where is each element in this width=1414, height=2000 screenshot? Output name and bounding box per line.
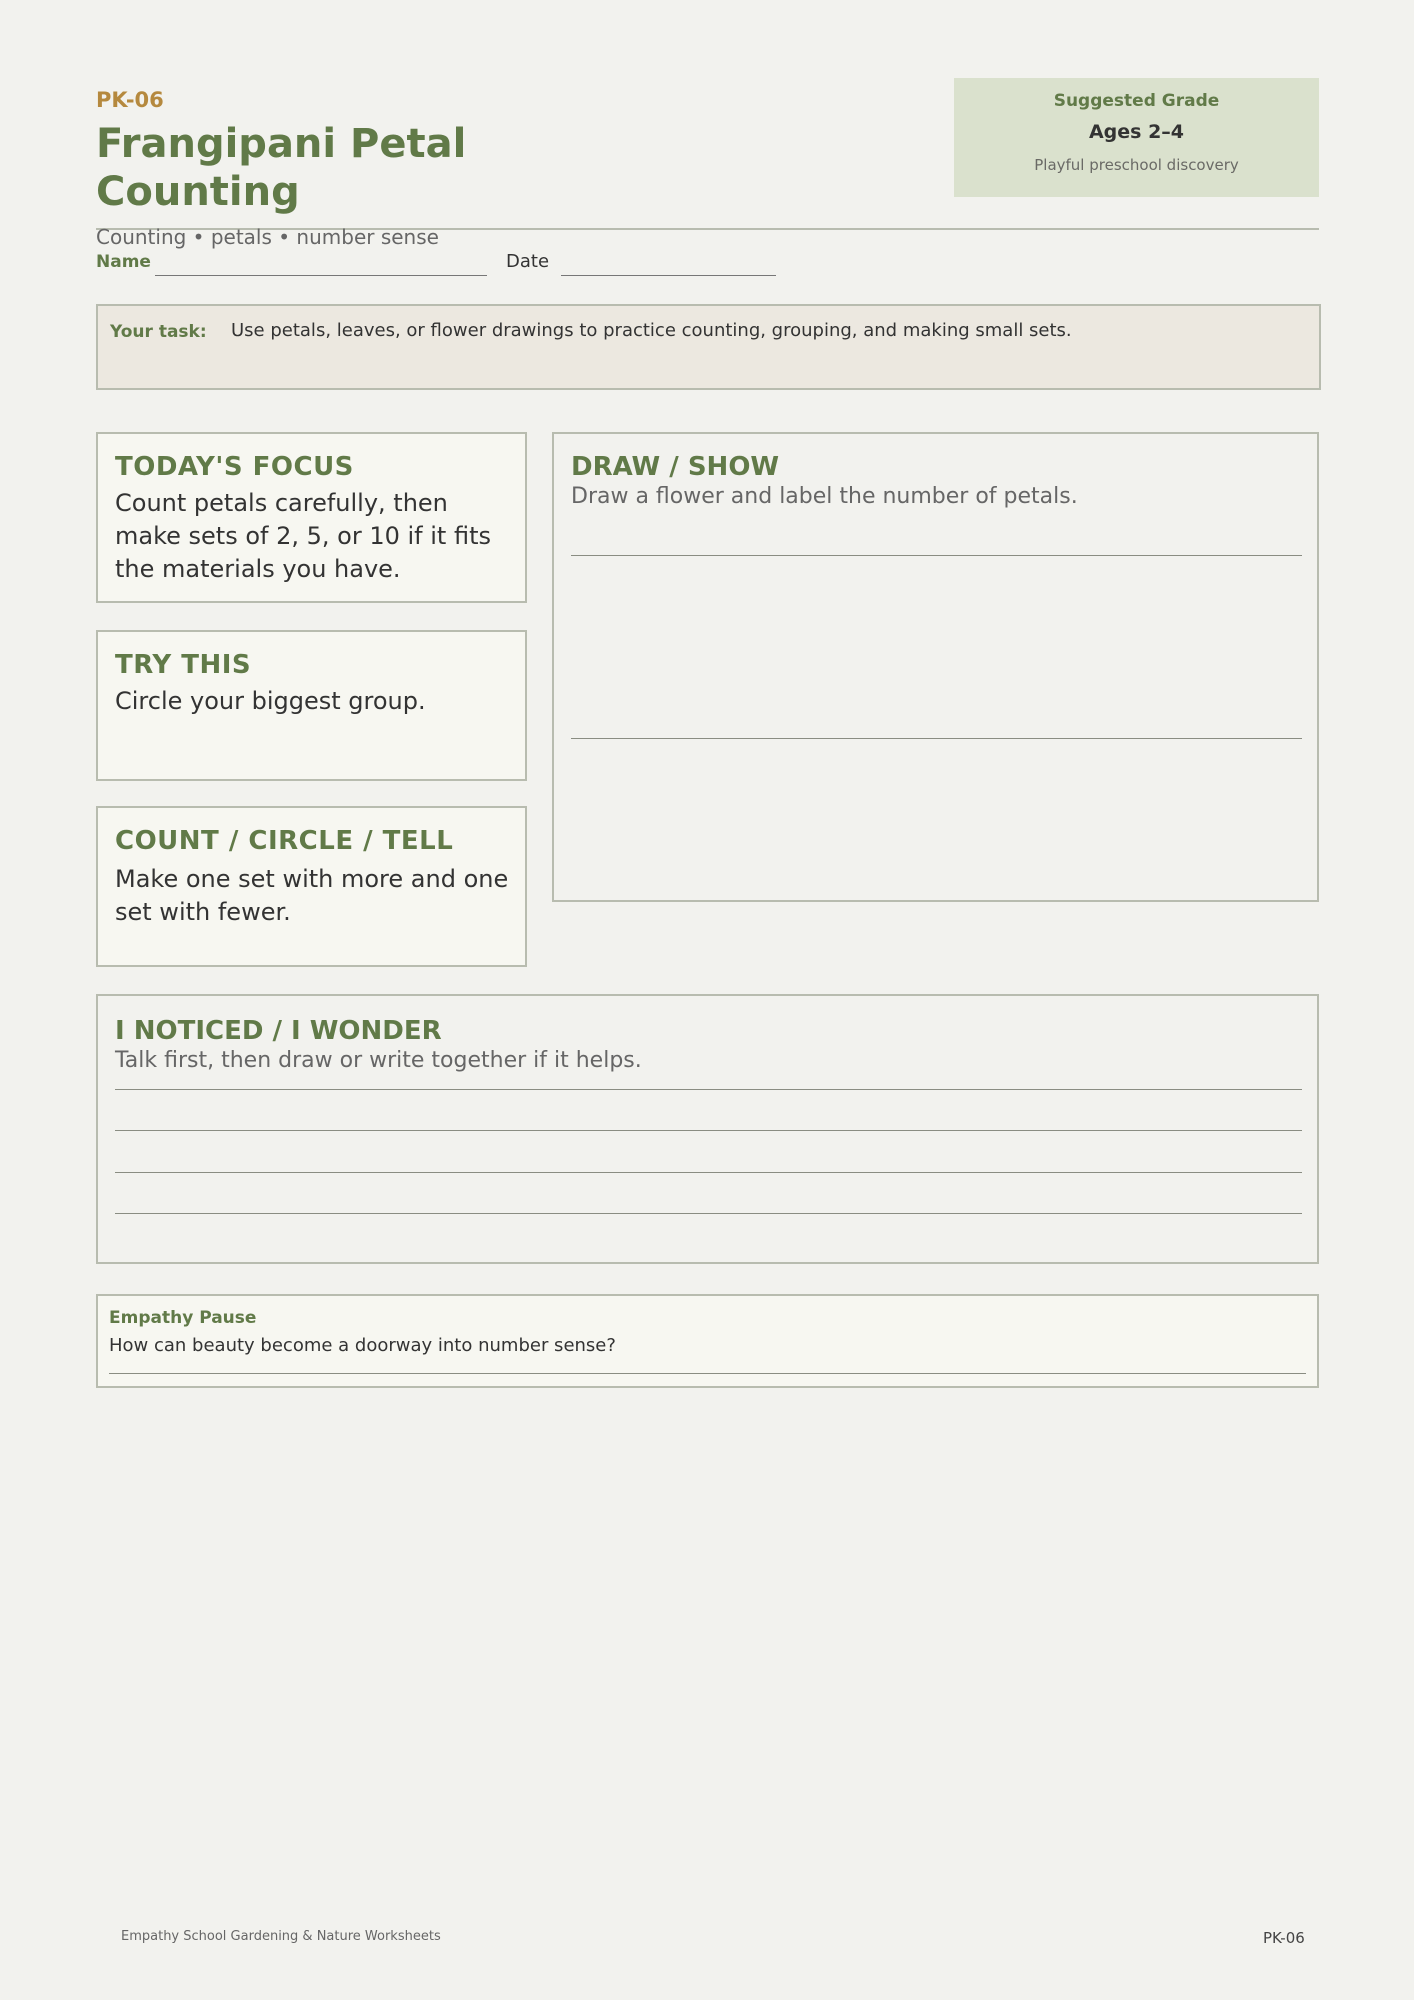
empathy-pause-box: [96, 1294, 1319, 1388]
answer-line[interactable]: [109, 1373, 1306, 1374]
grade-badge: [954, 78, 1319, 197]
page-subtitle: Counting • petals • number sense: [96, 225, 439, 249]
writing-line: [115, 1172, 1302, 1173]
task-label: Your task:: [110, 322, 207, 342]
footer-code: PK-06: [1263, 1929, 1305, 1947]
count-body: Make one set with more and one set with fewer.: [115, 865, 509, 926]
worksheet-code: PK-06: [96, 88, 164, 112]
notice-wonder-box[interactable]: [96, 994, 1319, 1264]
count-card: [96, 806, 527, 967]
try-this-card: [96, 630, 527, 781]
focus-card: [96, 432, 527, 603]
draw-area[interactable]: [552, 432, 1319, 902]
focus-title: TODAY'S FOCUS: [115, 452, 354, 482]
draw-title: DRAW / SHOW: [571, 452, 780, 482]
writing-line: [115, 1213, 1302, 1214]
grade-note: Playful preschool discovery: [1034, 156, 1239, 174]
grade-value: Ages 2–4: [1088, 121, 1185, 143]
date-field[interactable]: [561, 275, 776, 276]
count-title: COUNT / CIRCLE / TELL: [115, 826, 454, 856]
writing-line: [115, 1130, 1302, 1131]
date-label: Date: [506, 251, 550, 272]
draw-line: [571, 738, 1302, 739]
footer-series: Empathy School Gardening & Nature Worksheets: [121, 1929, 441, 1944]
notice-prompt: Talk first, then draw or write together if it helps.: [115, 1048, 642, 1073]
name-field[interactable]: [155, 275, 487, 276]
draw-line: [571, 555, 1302, 556]
pause-text: How can beauty become a doorway into number sense?: [109, 1335, 616, 1356]
task-box: [96, 304, 1321, 390]
notice-title: I NOTICED / I WONDER: [115, 1016, 442, 1046]
pause-title: Empathy Pause: [109, 1308, 257, 1328]
try-this-body: Circle your biggest group.: [115, 687, 426, 715]
page-title: Frangipani Petal Counting: [96, 121, 467, 215]
draw-prompt: Draw a flower and label the number of petals.: [571, 484, 1078, 509]
task-text: Use petals, leaves, or flower drawings to practice counting, grouping, and making small sets.: [231, 320, 1072, 341]
focus-body: Count petals carefully, then make sets of 2, 5, or 10 if it fits the materials you have.: [115, 489, 491, 583]
name-label: Name: [96, 252, 151, 272]
writing-line: [115, 1089, 1302, 1090]
try-this-title: TRY THIS: [115, 650, 252, 680]
grade-label: Suggested Grade: [1053, 91, 1220, 111]
